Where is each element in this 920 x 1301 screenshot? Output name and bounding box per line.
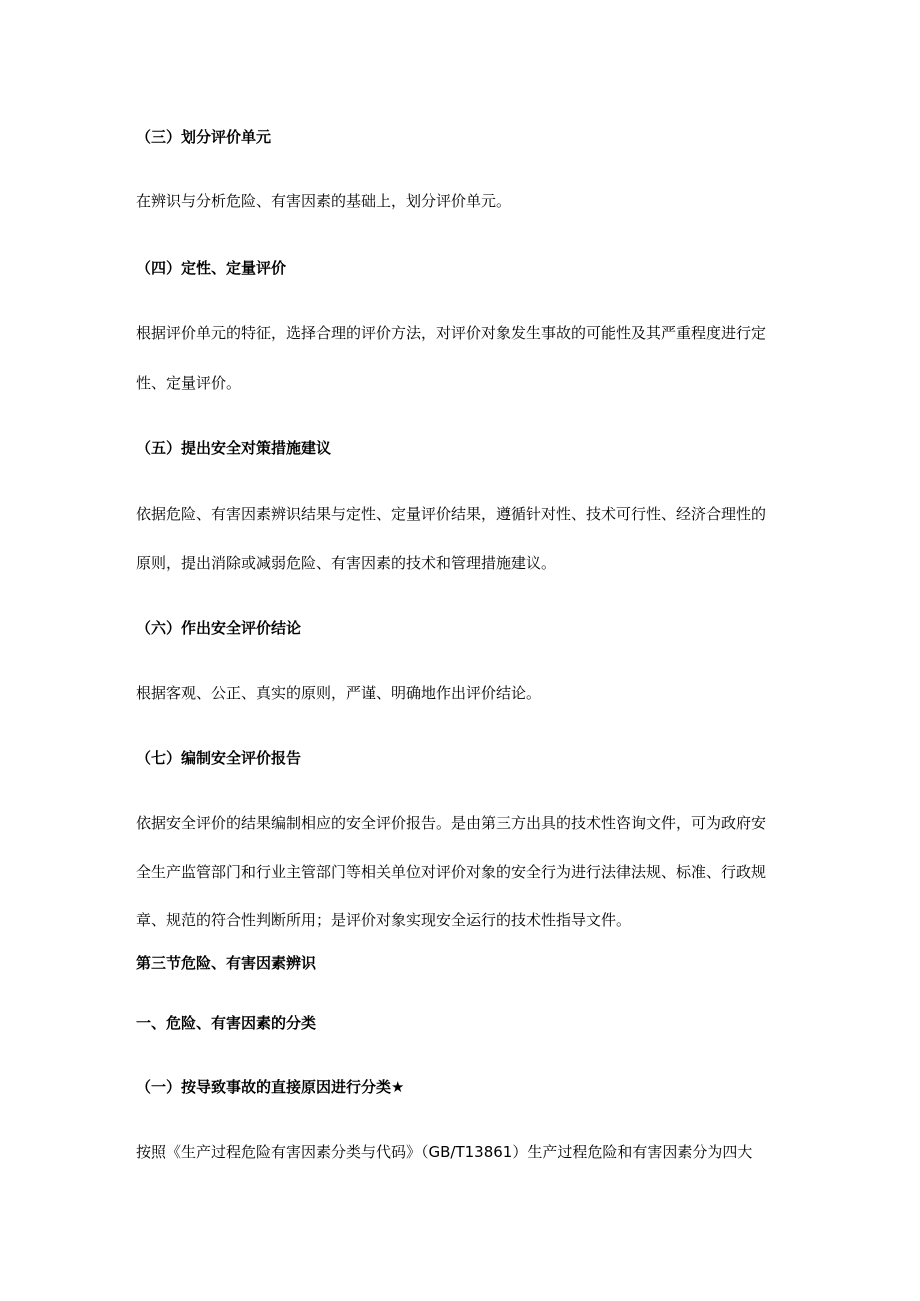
paragraph-line: 依据安全评价的结果编制相应的安全评价报告。是由第三方出具的技术性咨询文件，可为政府安 <box>136 814 767 832</box>
paragraph-line: 根据评价单元的特征，选择合理的评价方法，对评价对象发生事故的可能性及其严重程度进行定 <box>136 324 767 342</box>
section-title: 第三节危险、有害因素辨识 <box>136 954 317 972</box>
paragraph-line: 原则，提出消除或减弱危险、有害因素的技术和管理措施建议。 <box>136 554 557 572</box>
paragraph-line: 性、定量评价。 <box>136 374 242 392</box>
paragraph-line: 全生产监管部门和行业主管部门等相关单位对评价对象的安全行为进行法律法规、标准、行政规 <box>136 863 767 881</box>
subsection-heading: 一、危险、有害因素的分类 <box>136 1014 317 1032</box>
paragraph-line: 在辨识与分析危险、有害因素的基础上，划分评价单元。 <box>136 192 512 210</box>
paragraph-line: 章、规范的符合性判断所用；是评价对象实现安全运行的技术性指导文件。 <box>136 911 632 929</box>
section-heading-6: （六）作出安全评价结论 <box>136 619 302 637</box>
section-heading-5: （五）提出安全对策措施建议 <box>136 439 332 457</box>
section-heading-3: （三）划分评价单元 <box>136 128 272 146</box>
paragraph-line: 依据危险、有害因素辨识结果与定性、定量评价结果，遵循针对性、技术可行性、经济合理性的 <box>136 505 767 523</box>
section-heading-4: （四）定性、定量评价 <box>136 259 287 277</box>
paragraph-line: 按照《生产过程危险有害因素分类与代码》（GB/T13861）生产过程危险和有害因素分为四大 <box>136 1143 753 1161</box>
section-heading-7: （七）编制安全评价报告 <box>136 749 302 767</box>
paragraph-line: 根据客观、公正、真实的原则，严谨、明确地作出评价结论。 <box>136 684 542 702</box>
subsection-heading-1: （一）按导致事故的直接原因进行分类★ <box>136 1078 405 1096</box>
